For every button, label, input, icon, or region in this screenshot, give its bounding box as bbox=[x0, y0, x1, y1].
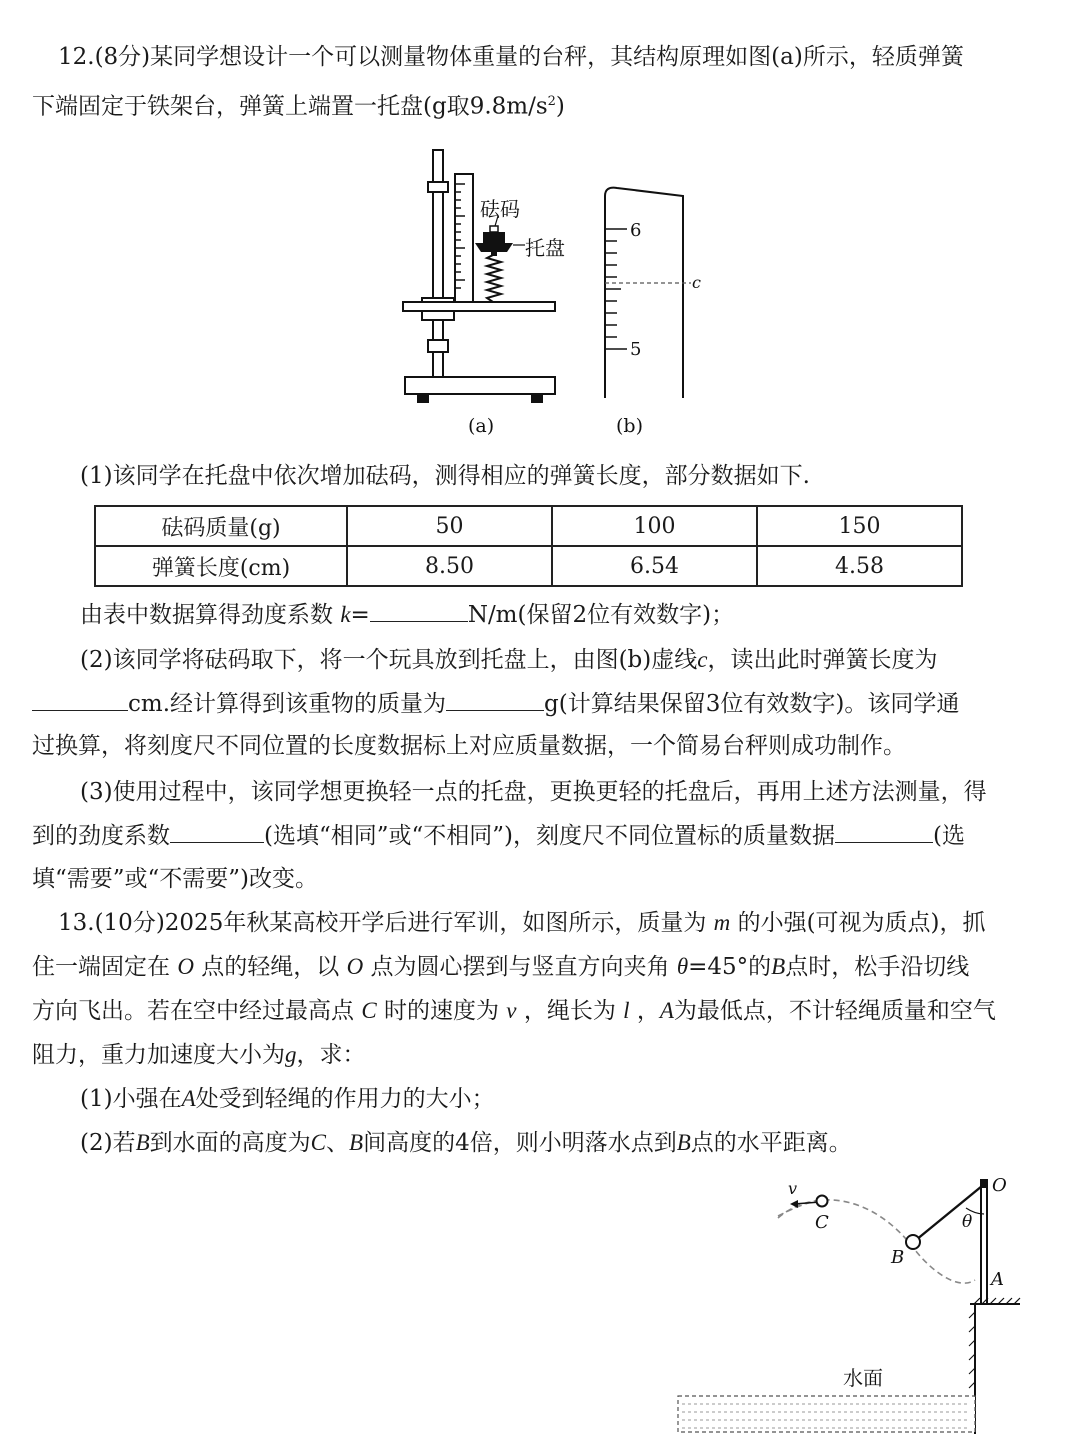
answer-blank-length[interactable] bbox=[32, 688, 128, 711]
stand-base bbox=[405, 377, 555, 394]
tick-label-5: 5 bbox=[630, 339, 642, 360]
table-cell: 8.50 bbox=[347, 546, 552, 586]
tray bbox=[475, 243, 513, 252]
weight-block bbox=[483, 232, 505, 243]
q13-part2: (2)若B到水面的高度为C、B间高度的4倍，则小明落水点到B点的水平距离。 bbox=[80, 1130, 852, 1156]
q12-part3-line3: 填“需要”或“不需要”)改变。 bbox=[32, 866, 319, 892]
table-cell: 砝码质量(g) bbox=[95, 506, 347, 546]
base-foot-left bbox=[417, 394, 429, 403]
pendulum-figure bbox=[670, 1170, 1040, 1450]
ruler-b bbox=[605, 188, 683, 398]
label-v: v bbox=[788, 1179, 798, 1198]
water-surface bbox=[678, 1396, 975, 1432]
q12-part3-line2: 到的劲度系数 (选填“相同”或“不相同”)，刻度尺不同位置标的质量数据 (选 bbox=[32, 820, 965, 851]
caption-b: (b) bbox=[616, 415, 643, 437]
label-B: B bbox=[891, 1247, 905, 1268]
q12-part3-line1: (3)使用过程中，该同学想更换轻一点的托盘，更换更轻的托盘后，再用上述方法测量，得 bbox=[80, 779, 987, 805]
label-C: C bbox=[815, 1212, 829, 1233]
point-B bbox=[906, 1235, 920, 1249]
table-cell: 50 bbox=[347, 506, 552, 546]
label-water: 水面 bbox=[843, 1366, 883, 1390]
table-row bbox=[95, 546, 962, 586]
caption-a: (a) bbox=[468, 415, 495, 437]
label-theta: θ bbox=[962, 1212, 973, 1232]
point-C bbox=[817, 1196, 828, 1207]
trajectory-curve bbox=[778, 1200, 975, 1283]
table-cell: 100 bbox=[552, 506, 757, 546]
q12-part1: (1)该同学在托盘中依次增加砝码，测得相应的弹簧长度，部分数据如下. bbox=[80, 463, 810, 489]
table-cell: 弹簧长度(cm) bbox=[95, 546, 347, 586]
q12-part2-line3: 过换算，将刻度尺不同位置的长度数据标上对应质量数据，一个简易台秤则成功制作。 bbox=[32, 733, 906, 759]
tick-label-6: 6 bbox=[630, 220, 642, 241]
q12-part2-line1: (2)该同学将砝码取下，将一个玩具放到托盘上，由图(b)虚线c，读出此时弹簧长度为 bbox=[80, 647, 938, 673]
table-cell: 4.58 bbox=[757, 546, 962, 586]
answer-blank-mass[interactable] bbox=[446, 688, 544, 711]
q13-line3: 方向飞出。若在空中经过最高点 C 时的速度为 v ，绳长为 l ，A为最低点，不计轻绳质量和空气 bbox=[32, 998, 996, 1024]
label-A: A bbox=[991, 1269, 1004, 1290]
dashed-label-c: c bbox=[692, 273, 701, 292]
table-row bbox=[95, 506, 962, 546]
horizontal-arm bbox=[403, 302, 555, 311]
table-cell: 150 bbox=[757, 506, 962, 546]
label-weight: 砝码 bbox=[480, 197, 520, 221]
spring-scale-figure bbox=[395, 140, 715, 445]
spring bbox=[487, 254, 501, 302]
vertical-pole bbox=[981, 1180, 987, 1304]
q13-line2: 住一端固定在 O 点的轻绳，以 O 点为圆心摆到与竖直方向夹角 θ=45°的B点时，松手沿切线 bbox=[32, 954, 970, 980]
data-table bbox=[94, 505, 963, 587]
answer-blank-change[interactable] bbox=[835, 820, 933, 843]
base-foot-right bbox=[531, 394, 543, 403]
answer-blank-k[interactable] bbox=[370, 599, 468, 622]
q13-line1: 13.(10分)2025年秋某高校开学后进行军训，如图所示，质量为 m 的小强(可视为质点)，抓 bbox=[58, 910, 986, 936]
clamp-top bbox=[428, 182, 448, 192]
q13-line4: 阻力，重力加速度大小为g，求： bbox=[32, 1042, 366, 1068]
answer-blank-same[interactable] bbox=[170, 820, 264, 843]
q13-part1: (1)小强在A处受到轻绳的作用力的大小； bbox=[80, 1086, 495, 1112]
ruler bbox=[455, 174, 473, 302]
q12-line2: 下端固定于铁架台，弹簧上端置一托盘(g取$9.8m/s^2$) bbox=[32, 93, 565, 120]
q12-part2-line2: cm.经计算得到该重物的质量为 g(计算结果保留3位有效数字)。该同学通 bbox=[32, 688, 959, 719]
label-O: O bbox=[992, 1175, 1007, 1196]
q12-k-line: 由表中数据算得劲度系数 k= N/m(保留2位有效数字)； bbox=[80, 599, 734, 630]
q12-line1: 12.(8分)某同学想设计一个可以测量物体重量的台秤，其结构原理如图(a)所示，轻质弹簧 bbox=[58, 44, 964, 70]
table-cell: 6.54 bbox=[552, 546, 757, 586]
clamp-bottom bbox=[428, 340, 448, 352]
label-tray: 托盘 bbox=[525, 236, 565, 260]
